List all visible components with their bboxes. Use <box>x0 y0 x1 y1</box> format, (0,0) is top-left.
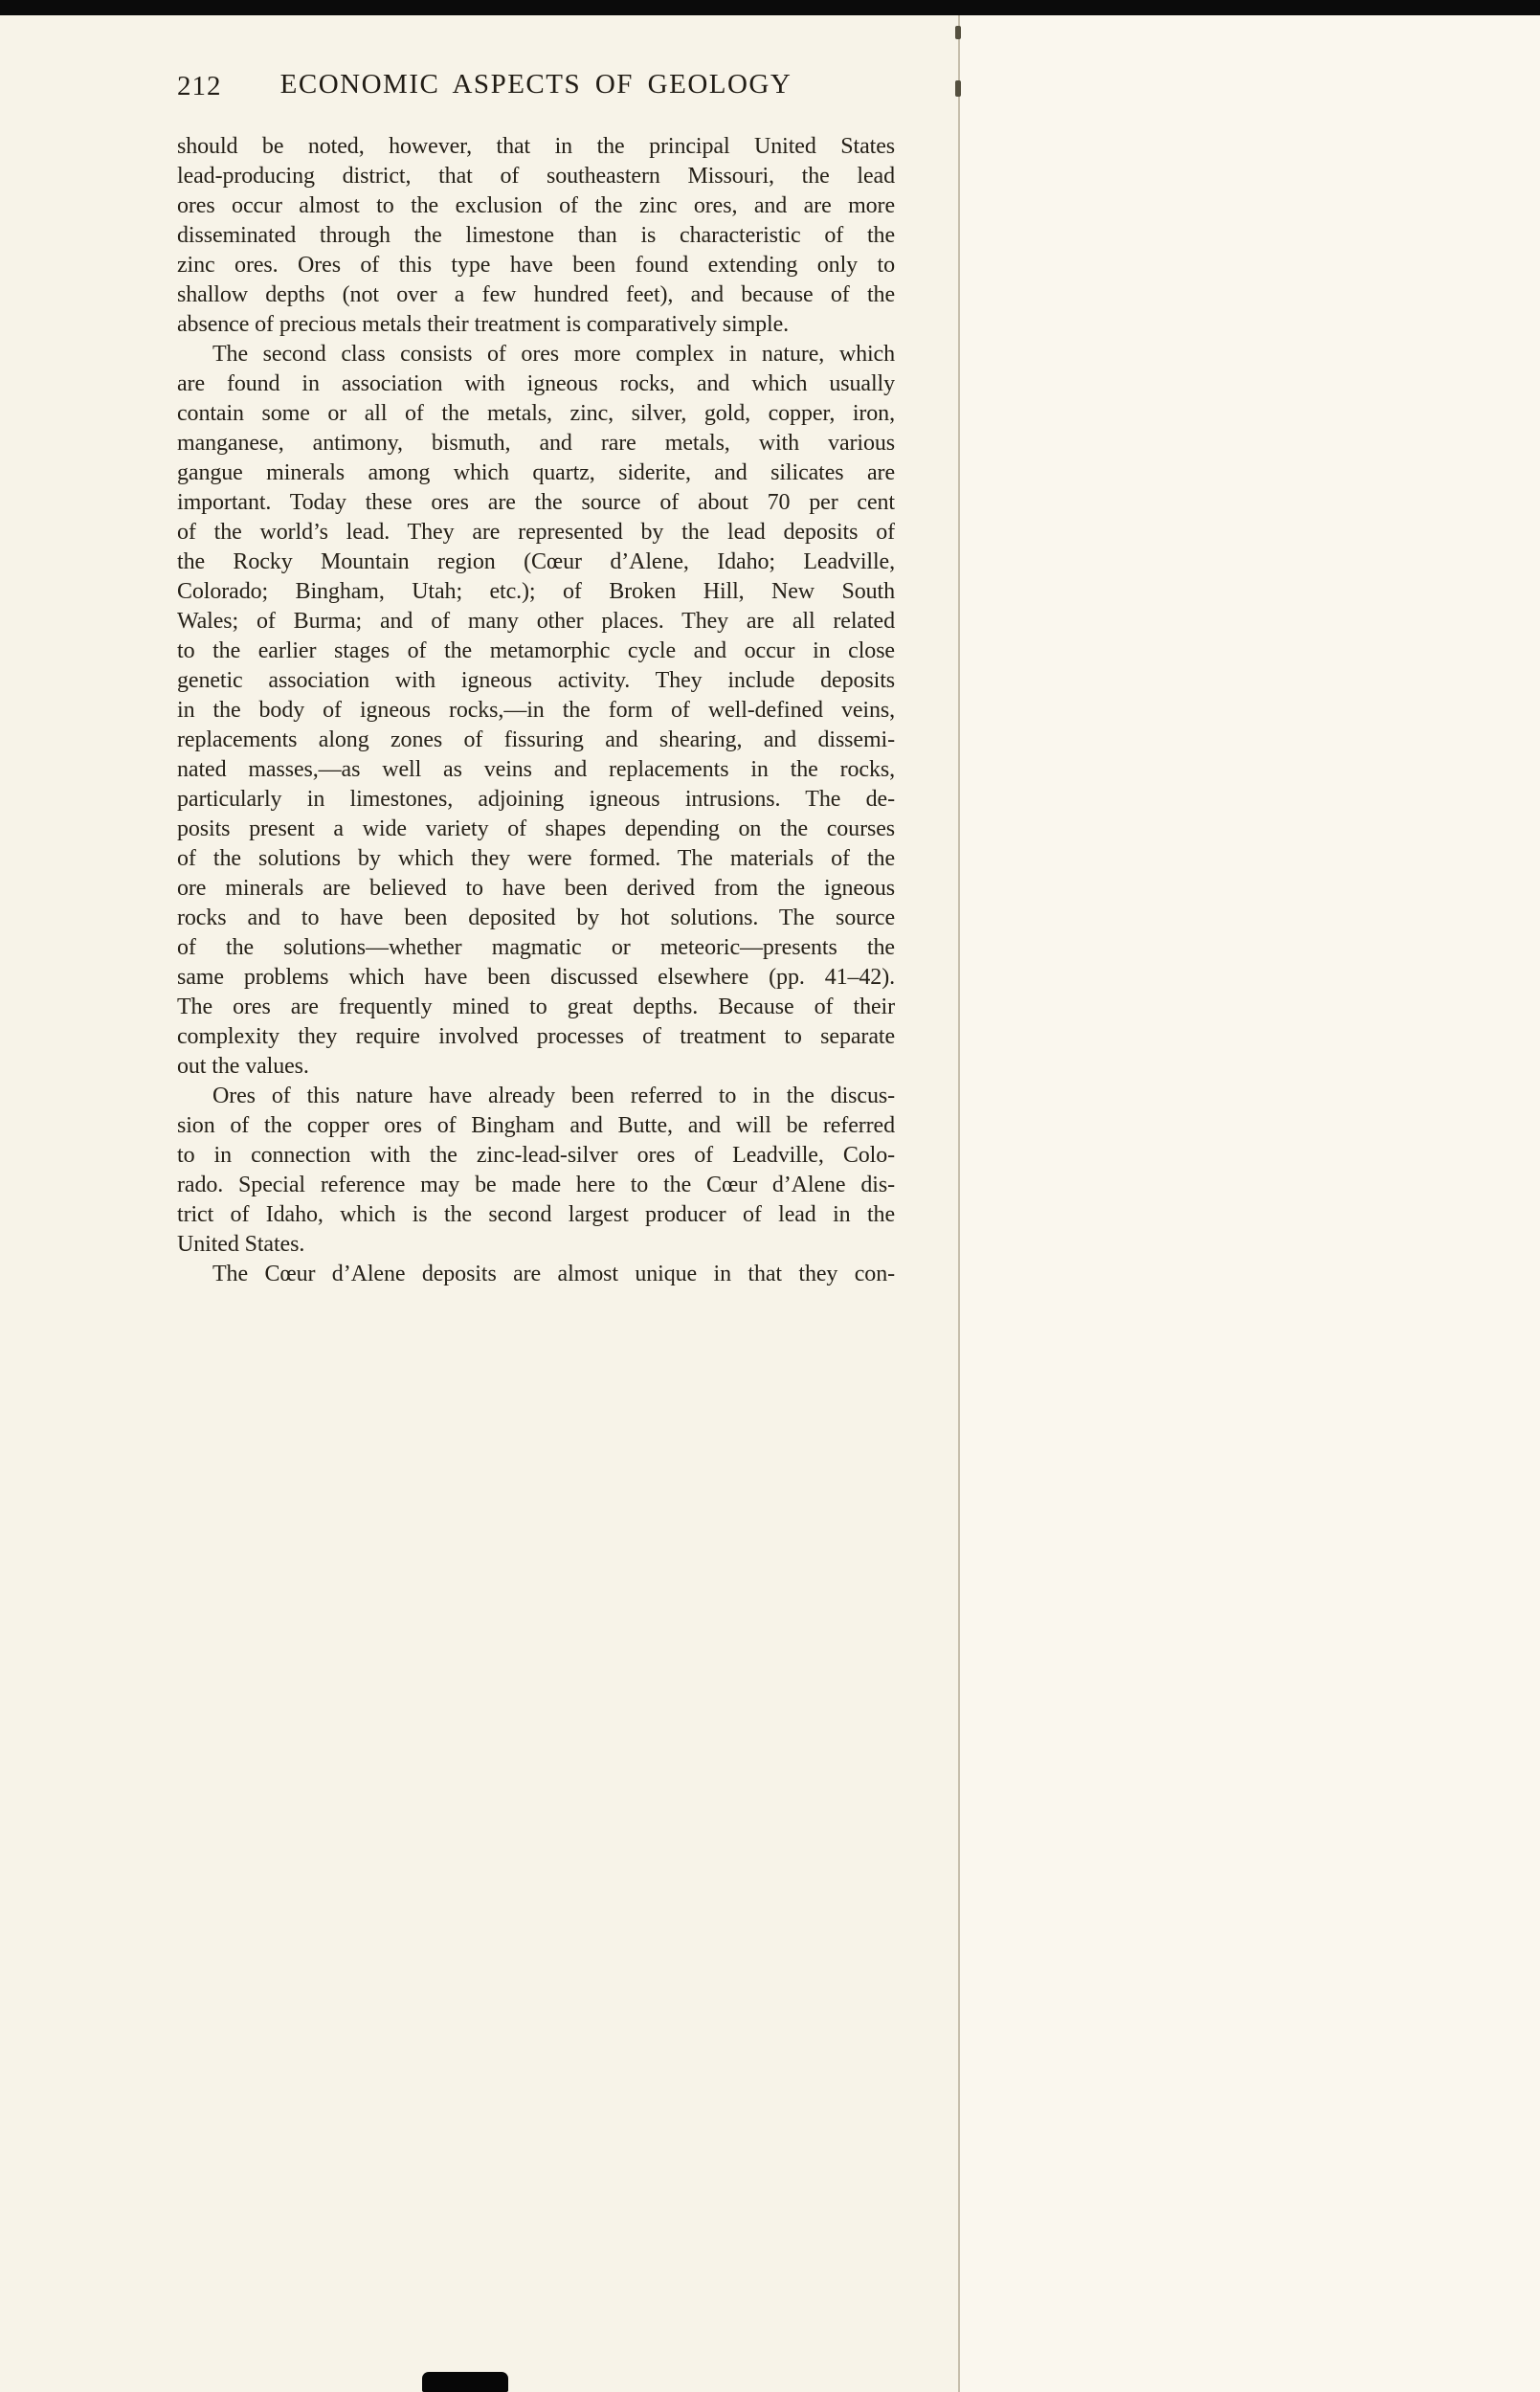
text-line: same problems which have been discussed elsewhere (pp. 41–42). <box>177 965 895 990</box>
page-edge-line <box>958 15 960 2392</box>
text-line: rado. Special reference may be made here to the Cœur d’Alene dis- <box>177 1173 895 1197</box>
text-line: Colorado; Bingham, Utah; etc.); of Broken Hill, New South <box>177 579 895 604</box>
text-line: to the earlier stages of the metamorphic cycle and occur in close <box>177 638 895 663</box>
text-line: ore minerals are believed to have been derived from the igneous <box>177 876 895 901</box>
scan-artifact-top-bar <box>0 0 1540 15</box>
text-line: trict of Idaho, which is the second largest producer of lead in the <box>177 1202 895 1227</box>
text-line: replacements along zones of fissuring and shearing, and dissemi- <box>177 727 895 752</box>
text-line: posits present a wide variety of shapes depending on the courses <box>177 816 895 841</box>
text-line: complexity they require involved processes of treatment to separate <box>177 1024 895 1049</box>
text-line: lead-producing district, that of southeastern Missouri, the lead <box>177 164 895 189</box>
scan-artifact-ink-smudge <box>422 2372 508 2392</box>
scan-artifact-mark <box>955 80 961 97</box>
text-line: of the solutions by which they were formed. The materials of the <box>177 846 895 871</box>
text-line: rocks and to have been deposited by hot solutions. The source <box>177 905 895 930</box>
text-line: nated masses,—as well as veins and replacements in the rocks, <box>177 757 895 782</box>
text-line: genetic association with igneous activity. They include deposits <box>177 668 895 693</box>
page-edge-region <box>960 15 1540 2392</box>
running-title: ECONOMIC ASPECTS OF GEOLOGY <box>279 69 792 100</box>
text-line: are found in association with igneous rocks, and which usually <box>177 371 895 396</box>
page-number: 212 <box>177 71 222 101</box>
text-line: Ores of this nature have already been referred to in the discus- <box>212 1084 895 1108</box>
text-line: to in connection with the zinc-lead-silver ores of Leadville, Colo- <box>177 1143 895 1168</box>
text-block <box>177 132 895 1289</box>
text-line: important. Today these ores are the source of about 70 per cent <box>177 490 895 515</box>
text-line: zinc ores. Ores of this type have been found extending only to <box>177 253 895 278</box>
text-line: The ores are frequently mined to great depths. Because of their <box>177 995 895 1019</box>
text-line: United States. <box>177 1232 305 1257</box>
text-line: of the world’s lead. They are represented by the lead deposits of <box>177 520 895 545</box>
text-line: The Cœur d’Alene deposits are almost unique in that they con- <box>212 1262 895 1286</box>
text-line: manganese, antimony, bismuth, and rare metals, with various <box>177 431 895 456</box>
text-line: of the solutions—whether magmatic or meteoric—presents the <box>177 935 895 960</box>
text-line: gangue minerals among which quartz, siderite, and silicates are <box>177 460 895 485</box>
text-line: in the body of igneous rocks,—in the form of well-defined veins, <box>177 698 895 723</box>
text-line: out the values. <box>177 1054 309 1079</box>
page-header <box>177 69 895 103</box>
text-line: contain some or all of the metals, zinc, silver, gold, copper, iron, <box>177 401 895 426</box>
text-line: particularly in limestones, adjoining igneous intrusions. The de- <box>177 787 895 812</box>
text-line: should be noted, however, that in the principal United States <box>177 134 895 159</box>
text-line: sion of the copper ores of Bingham and Butte, and will be referred <box>177 1113 895 1138</box>
text-line: shallow depths (not over a few hundred feet), and because of the <box>177 282 895 307</box>
text-line: The second class consists of ores more complex in nature, which <box>212 342 895 367</box>
text-line: absence of precious metals their treatment is comparatively simple. <box>177 312 790 337</box>
text-line: Wales; of Burma; and of many other places. They are all related <box>177 609 895 634</box>
text-line: ores occur almost to the exclusion of the zinc ores, and are more <box>177 193 895 218</box>
text-line: the Rocky Mountain region (Cœur d’Alene, Idaho; Leadville, <box>177 549 895 574</box>
text-line: disseminated through the limestone than is characteristic of the <box>177 223 895 248</box>
scan-artifact-mark <box>955 26 961 39</box>
